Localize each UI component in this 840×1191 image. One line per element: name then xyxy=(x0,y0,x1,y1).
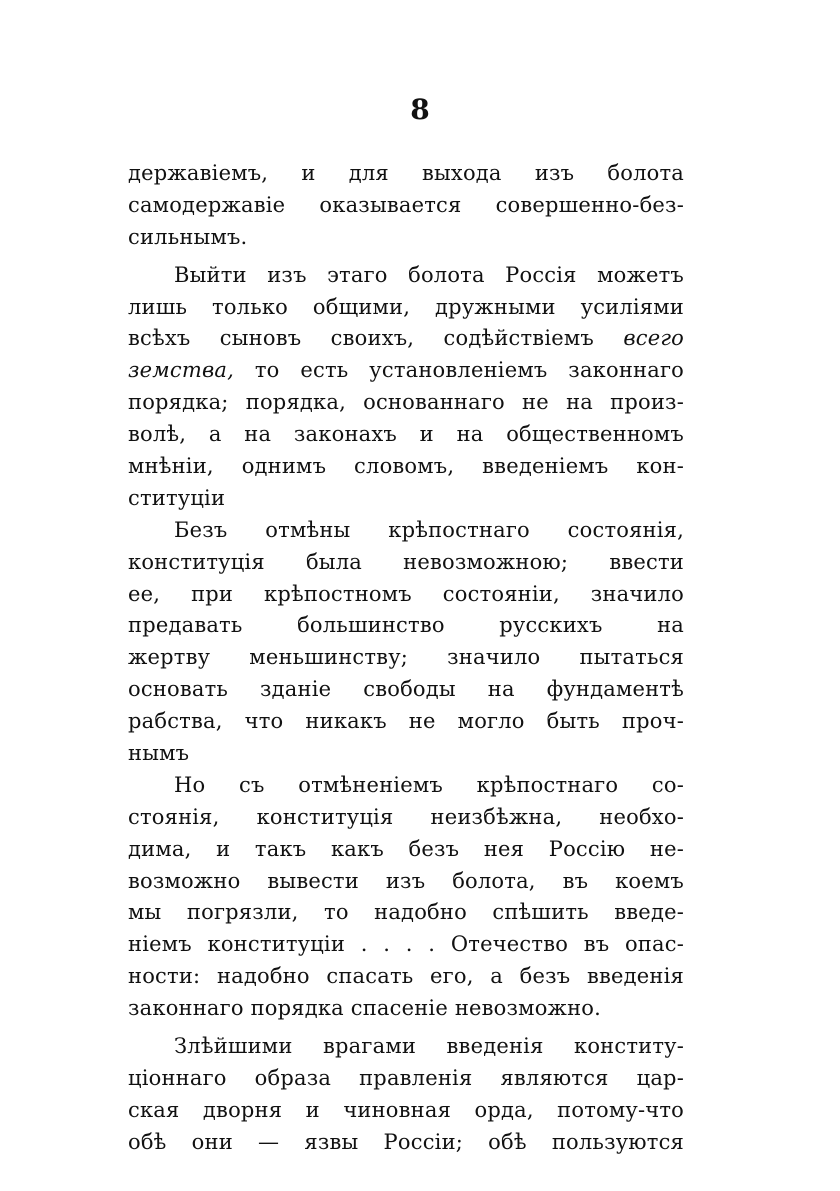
paragraph-4 xyxy=(128,770,684,1025)
text-line: порядка; порядка, основаннаго не на произ- xyxy=(128,390,684,415)
text-segment: то есть установленіемъ законнаго xyxy=(234,358,684,383)
text-line: обѣ они — язвы Россіи; обѣ пользуются xyxy=(128,1129,684,1154)
text-line: самодержавіе оказывается совершенно-без- xyxy=(128,192,684,217)
text-line: ніемъ конституціи . . . . Отечество въ опас- xyxy=(128,932,684,957)
text-line: Но съ отмѣненіемъ крѣпостнаго со- xyxy=(174,772,684,797)
text-line: основать зданіе свободы на фундаментѣ xyxy=(128,677,684,702)
text-line: ности: надобно спасать его, а безъ введенія xyxy=(128,964,684,989)
body-text xyxy=(128,158,684,1159)
text-line: ская дворня и чиновная орда, потому-что xyxy=(128,1097,684,1122)
paragraph-1 xyxy=(128,158,684,254)
text-line: рабства, что никакъ не могло быть проч- xyxy=(128,709,684,734)
text-line: мнѣніи, однимъ словомъ, введеніемъ кон- xyxy=(128,454,684,479)
text-line: жертву меньшинству; значило пытаться xyxy=(128,645,684,670)
italic-word: земства, xyxy=(128,358,234,383)
text-line: возможно вывести изъ болота, въ коемъ xyxy=(128,868,684,893)
text-line: ціоннаго образа правленія являются цар- xyxy=(128,1065,684,1090)
text-line: ее, при крѣпостномъ состояніи, значило xyxy=(128,581,684,606)
text-line: нымъ xyxy=(128,741,190,766)
paragraph-2 xyxy=(128,260,684,515)
text-line xyxy=(128,355,684,387)
text-line: конституція была невозможною; ввести xyxy=(128,549,684,574)
paragraph-3 xyxy=(128,515,684,770)
text-line: предавать большинство русскихъ на xyxy=(128,613,684,638)
text-line: стоянія, конституція неизбѣжна, необхо- xyxy=(128,804,684,829)
text-line: дима, и такъ какъ безъ нея Россію не- xyxy=(128,836,684,861)
paragraph-5 xyxy=(128,1031,684,1159)
text-line: ституціи xyxy=(128,485,226,510)
text-line: волѣ, а на законахъ и на общественномъ xyxy=(128,422,684,447)
page-number: 8 xyxy=(410,93,430,126)
text-line: Злѣйшими врагами введенія конститу- xyxy=(174,1034,684,1059)
text-segment: всѣхъ сыновъ своихъ, содѣйствіемъ xyxy=(128,326,624,351)
text-line: Безъ отмѣны крѣпостнаго состоянія, xyxy=(174,517,684,542)
text-line: державіемъ, и для выхода изъ болота xyxy=(128,161,684,185)
text-line xyxy=(128,323,684,355)
text-line: лишь только общими, дружными усиліями xyxy=(128,294,684,319)
text-line: сильнымъ. xyxy=(128,224,248,249)
text-line: мы погрязли, то надобно спѣшить введе- xyxy=(128,900,684,925)
text-line: Выйти изъ этаго болота Россія можетъ xyxy=(174,262,684,287)
italic-word: всего xyxy=(623,326,684,351)
text-line: законнаго порядка спасеніе невозможно. xyxy=(128,996,601,1021)
